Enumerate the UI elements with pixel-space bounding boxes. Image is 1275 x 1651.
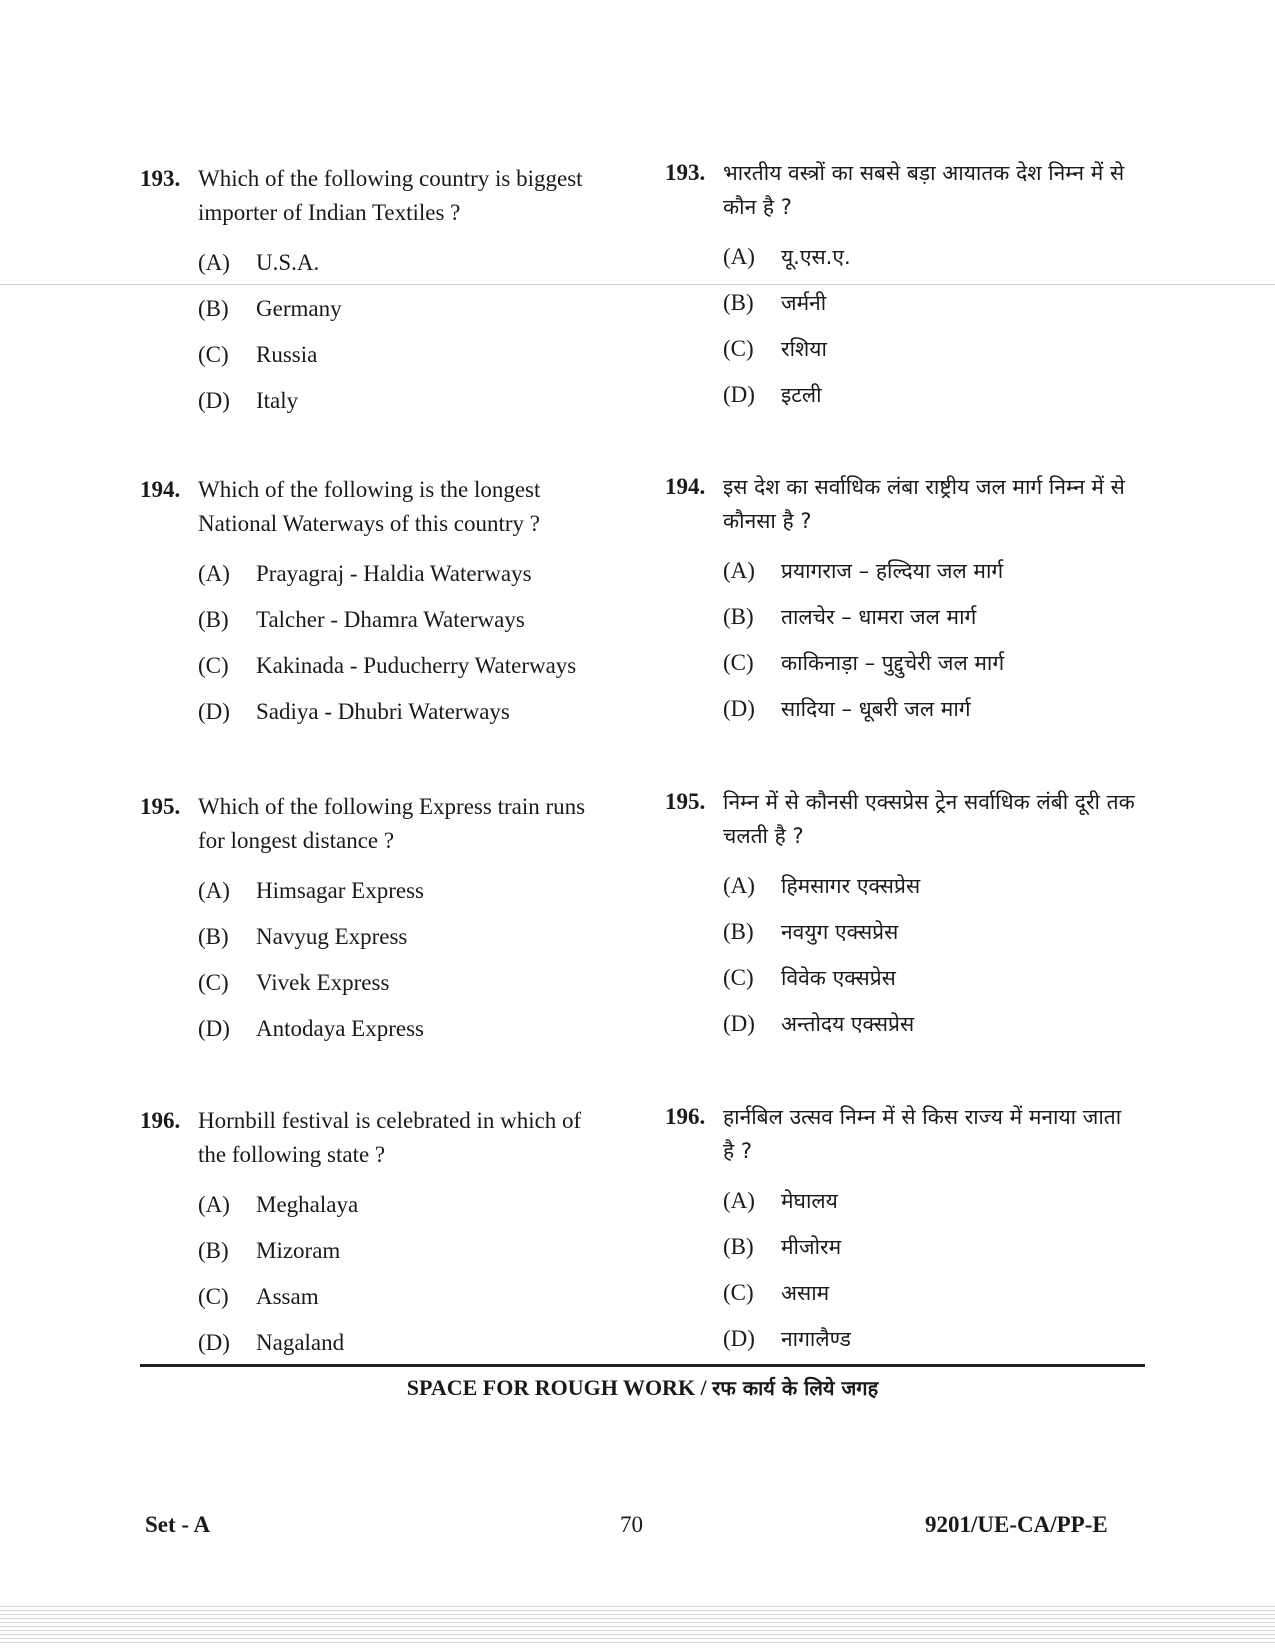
question-number: 194.	[665, 474, 706, 499]
option-c: (C) रशिया	[723, 336, 827, 361]
question-text: Which of the following country is biggest importer of Indian Textiles ?	[198, 166, 583, 225]
option-a: (A) प्रयागराज – हल्दिया जल मार्ग	[723, 558, 1004, 583]
option-d: (D) अन्तोदय एक्सप्रेस	[723, 1011, 915, 1036]
question-193-english	[140, 162, 610, 424]
option-b: (B) Navyug Express	[198, 924, 408, 949]
option-c: (C) असाम	[723, 1280, 830, 1305]
question-number: 195.	[140, 794, 181, 819]
set-label: Set - A	[145, 1512, 211, 1537]
question-number: 196.	[140, 1108, 181, 1133]
option-a: (A) Himsagar Express	[198, 878, 424, 903]
option-c: (C) Russia	[198, 342, 318, 367]
question-number: 195.	[665, 789, 706, 814]
question-195-hindi	[665, 785, 1135, 1047]
option-c: (C) Vivek Express	[198, 970, 390, 995]
rough-work-divider	[140, 1364, 1145, 1367]
question-number: 193.	[665, 160, 706, 185]
question-196-english	[140, 1104, 610, 1366]
option-b: (B) Mizoram	[198, 1238, 341, 1263]
option-a: (A) मेघालय	[723, 1188, 838, 1213]
option-a: (A) Prayagraj - Haldia Waterways	[198, 561, 532, 586]
question-text: निम्न में से कौनसी एक्सप्रेस ट्रेन सर्वाधिक लंबी दूरी तक चलती है ?	[723, 790, 1135, 848]
rough-work-heading-english: SPACE FOR ROUGH WORK /	[406, 1375, 707, 1400]
question-number: 193.	[140, 166, 181, 191]
question-text: Hornbill festival is celebrated in which of the following state ?	[198, 1108, 582, 1167]
option-d: (D) Antodaya Express	[198, 1016, 424, 1041]
option-a: (A) Meghalaya	[198, 1192, 359, 1217]
option-d: (D) Nagaland	[198, 1330, 345, 1355]
page-number: 70	[620, 1512, 643, 1537]
option-a: (A) यू.एस.ए.	[723, 244, 851, 269]
question-text: इस देश का सर्वाधिक लंबा राष्ट्रीय जल मार्ग निम्न में से कौनसा है ?	[723, 475, 1125, 533]
rough-work-heading	[140, 1374, 1145, 1401]
question-text: Which of the following Express train runs for longest distance ?	[198, 794, 586, 853]
paper-code: 9201/UE-CA/PP-E	[925, 1512, 1108, 1537]
question-193-hindi	[665, 156, 1135, 418]
option-d: (D) Italy	[198, 388, 299, 413]
question-194-english	[140, 473, 610, 735]
question-196-hindi	[665, 1100, 1135, 1362]
option-b: (B) Germany	[198, 296, 342, 321]
option-b: (B) Talcher - Dhamra Waterways	[198, 607, 525, 632]
question-194-hindi	[665, 470, 1135, 732]
option-d: (D) नागालैण्ड	[723, 1326, 851, 1351]
option-b: (B) जर्मनी	[723, 290, 827, 315]
option-c: (C) Assam	[198, 1284, 319, 1309]
question-text: भारतीय वस्त्रों का सबसे बड़ा आयातक देश निम्न में से कौन है ?	[723, 161, 1125, 219]
scan-bottom-bands	[0, 1606, 1275, 1646]
option-d: (D) सादिया – धूबरी जल मार्ग	[723, 696, 971, 721]
option-b: (B) नवयुग एक्सप्रेस	[723, 919, 899, 944]
question-text: हार्नबिल उत्सव निम्न में से किस राज्य में मनाया जाता है ?	[723, 1105, 1122, 1163]
option-a: (A) हिमसागर एक्सप्रेस	[723, 873, 921, 898]
option-c: (C) Kakinada - Puducherry Waterways	[198, 653, 577, 678]
question-text: Which of the following is the longest National Waterways of this country ?	[198, 477, 541, 536]
rough-work-heading-hindi: रफ कार्य के लिये जगह	[712, 1376, 879, 1400]
question-number: 196.	[665, 1104, 706, 1129]
question-195-english	[140, 790, 610, 1052]
option-a: (A) U.S.A.	[198, 250, 320, 275]
question-number: 194.	[140, 477, 181, 502]
option-c: (C) विवेक एक्सप्रेस	[723, 965, 896, 990]
option-c: (C) काकिनाड़ा – पुद्दुचेरी जल मार्ग	[723, 650, 1005, 675]
option-d: (D) Sadiya - Dhubri Waterways	[198, 699, 510, 724]
option-d: (D) इटली	[723, 382, 822, 407]
option-b: (B) तालचेर – धामरा जल मार्ग	[723, 604, 977, 629]
option-b: (B) मीजोरम	[723, 1234, 842, 1259]
